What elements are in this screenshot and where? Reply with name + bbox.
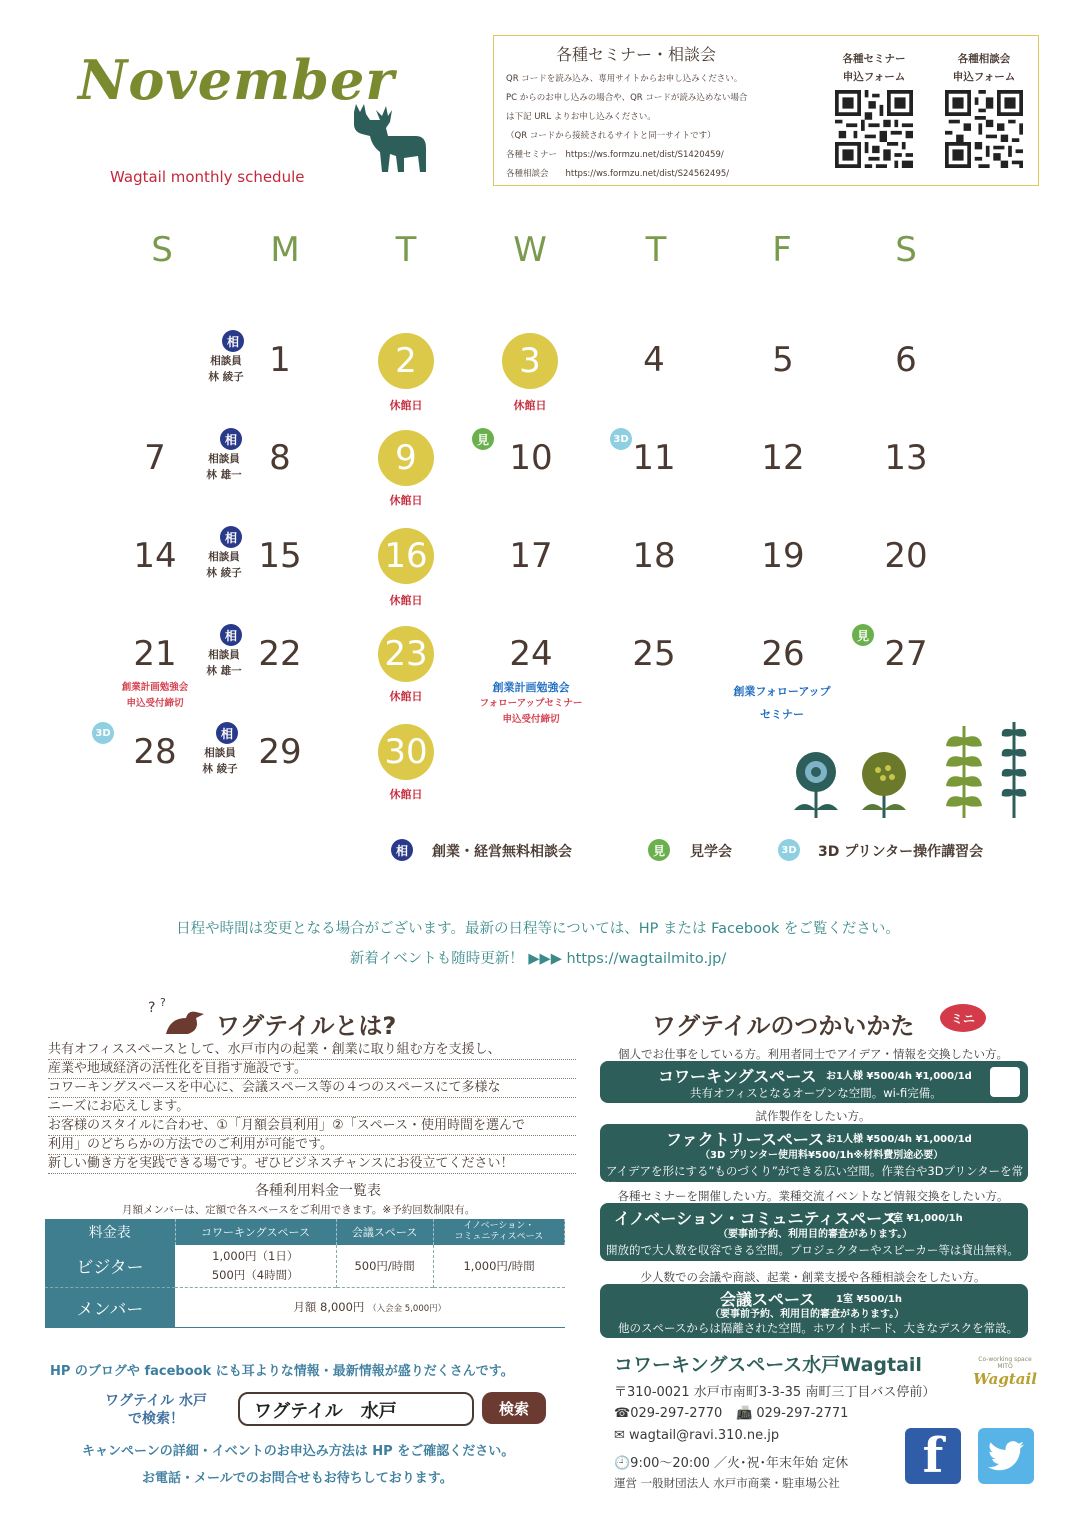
mini-badge: ミニ <box>940 1004 986 1032</box>
legend-tour-icon: 見 <box>648 839 670 861</box>
fee-cell: 1,000円/時間 <box>463 1258 535 1273</box>
calendar-day[interactable]: 21 <box>133 634 177 674</box>
usage-price: お1人様 ¥500/4h ¥1,000/1d <box>826 1134 972 1145</box>
calendar-day[interactable]: 28 <box>133 732 177 772</box>
event-note-line: 創業計画勉強会 <box>492 681 570 694</box>
consultant-title: 相談員 <box>208 551 240 563</box>
about-line: お客様のスタイルに合わせ、①「月額会員利用」②「スペース・使用時間を選んで <box>48 1116 576 1136</box>
event-note <box>466 680 596 728</box>
calendar-day[interactable]: 10 <box>509 438 553 478</box>
fax: 📠 029-297-2771 <box>736 1406 849 1421</box>
email[interactable]: ✉ wagtail@ravi.310.ne.jp <box>614 1428 780 1443</box>
calendar-day[interactable]: 29 <box>258 732 302 772</box>
qr1-label-line: 申込フォーム <box>842 71 906 83</box>
calendar-day[interactable]: 25 <box>632 634 676 674</box>
tour-badge-icon: 見 <box>852 624 874 646</box>
consultant-title: 相談員 <box>208 649 240 661</box>
fee-header-line: コミュニティスペース <box>454 1232 544 1242</box>
about-line: 産業や地域経済の活性化を目指す施設です。 <box>48 1059 576 1079</box>
fee-header <box>433 1219 564 1245</box>
fee-cell <box>175 1245 336 1287</box>
logo-text: Wagtail <box>973 1370 1037 1388</box>
fee-table <box>45 1219 565 1328</box>
calendar-day[interactable]: 13 <box>884 438 928 478</box>
seminar-url-line[interactable]: 各種相談会 https://ws.formzu.net/dist/S24562495/ <box>506 169 730 179</box>
calendar-day[interactable]: 27 <box>884 634 928 674</box>
usage-name: イノベーション・コミュニティスペース <box>614 1209 898 1228</box>
svg-text:?: ? <box>160 996 166 1009</box>
usage-innovation <box>600 1203 1028 1261</box>
consult-badge-icon: 相 <box>220 428 242 450</box>
consultant-name: 林 綾子 <box>208 371 244 383</box>
event-note-line: セミナー <box>760 708 804 721</box>
facebook-icon[interactable]: f <box>905 1428 961 1484</box>
weekday-wed: W <box>513 230 547 270</box>
hp-info-line: HP のブログや facebook にも耳よりな情報・最新情報が盛りだくさんです。 <box>50 1364 514 1379</box>
calendar-day[interactable]: 22 <box>258 634 302 674</box>
fee-cell: 500円/時間 <box>336 1245 433 1287</box>
weekday-thu: T <box>645 230 667 270</box>
usage-intro: 試作製作をしたい方。 <box>755 1109 871 1123</box>
usage-factory <box>600 1124 1028 1194</box>
usage-desc: 他のスペースからは隔離された空間。ホワイトボード、大きなデスクを常設。 <box>618 1321 1019 1335</box>
schedule-subtitle: Wagtail monthly schedule <box>110 168 305 186</box>
seminar-line: PC からのお申し込みの場合や、QR コードが読み込めない場合 <box>506 93 748 103</box>
legend-consult-icon: 相 <box>391 839 413 861</box>
calendar-day-closed[interactable]: 3 <box>502 333 558 389</box>
weekday-sun: S <box>151 230 173 270</box>
calendar-day[interactable]: 15 <box>258 536 302 576</box>
phone[interactable]: ☎029-297-2770 <box>614 1406 723 1421</box>
address: 〒310-0021 水戸市南町3-3-35 南町三丁目バス停前） <box>614 1385 936 1400</box>
calendar-day-closed[interactable]: 16 <box>378 528 434 584</box>
closed-label: 休館日 <box>389 494 423 507</box>
qr2-label-line: 各種相談会 <box>957 53 1011 65</box>
fee-table-subtitle: 月額メンバーは、定額で各スペースをご利用できます。※予約回数制限有。 <box>122 1204 476 1216</box>
business-hours: 🕘9:00〜20:00 ／火･祝･年末年始 定休 <box>614 1456 849 1471</box>
calendar-day[interactable]: 11 <box>632 438 676 478</box>
seminar-info-box <box>493 35 1039 186</box>
calendar-day[interactable]: 8 <box>269 438 291 478</box>
usage-coworking <box>600 1061 1028 1103</box>
about-line: 利用」のどちらかの方法でのご利用が可能です。 <box>48 1135 576 1155</box>
usage-title: ワグテイルのつかいかた <box>652 1012 915 1040</box>
seminar-instructions <box>506 70 806 184</box>
usage-price: お1人様 ¥500/4h ¥1,000/1d <box>826 1071 972 1082</box>
weekday-mon: M <box>270 230 300 270</box>
seminar-url-line[interactable]: 各種セミナー https://ws.formzu.net/dist/S1420459/ <box>506 150 724 160</box>
hp-info-line: キャンペーンの詳細・イベントのお申込み方法は HP をご確認ください。 <box>82 1444 515 1459</box>
month-title: November <box>78 48 395 112</box>
schedule-notice: 日程や時間は変更となる場合がございます。最新の日程等については、HP または Facebook をご覧ください。 <box>176 921 900 937</box>
usage-desc: 開放的で大人数を収容できる空間。プロジェクターやスピーカー等は貸出無料。 <box>606 1243 1019 1257</box>
calendar-day-closed[interactable]: 23 <box>378 626 434 682</box>
calendar-day[interactable]: 24 <box>509 634 553 674</box>
event-note-line: 申込受付締切 <box>502 714 560 725</box>
calendar-day[interactable]: 5 <box>772 340 794 380</box>
closed-label: 休館日 <box>389 690 423 703</box>
event-note-line: フォローアップセミナー <box>479 698 583 709</box>
member-fee-note: （入会金 5,000円） <box>368 1304 447 1314</box>
qr2-label <box>939 50 1029 86</box>
consultant-label <box>190 745 250 777</box>
legend-tour-label: 見学会 <box>690 844 732 860</box>
calendar-day-closed[interactable]: 30 <box>378 724 434 780</box>
weekday-fri: F <box>772 230 792 270</box>
qr2-label-line: 申込フォーム <box>952 71 1016 83</box>
fee-table-title: 各種利用料金一覧表 <box>255 1183 381 1199</box>
about-line: ニーズにお応えします。 <box>48 1097 576 1117</box>
consult-badge-icon: 相 <box>220 526 242 548</box>
usage-note: （要事前予約、利用目的審査があります。） <box>718 1229 913 1240</box>
search-label-line: で検索！ <box>128 1411 184 1427</box>
consultant-title: 相談員 <box>208 453 240 465</box>
consultant-name: 林 雄一 <box>206 665 242 677</box>
calendar-day[interactable]: 4 <box>643 340 665 380</box>
new-events-link[interactable]: 新着イベントも随時更新！ ▶▶▶ https://wagtailmito.jp/ <box>349 951 727 967</box>
event-note-line: 創業フォローアップ <box>733 685 831 698</box>
calendar-day[interactable]: 19 <box>761 536 805 576</box>
consult-badge-icon: 相 <box>216 722 238 744</box>
usage-intro: 各種セミナーを開催したい方。業種交流イベントなど情報交換をしたい方。 <box>617 1189 1009 1203</box>
consultant-name: 林 雄一 <box>206 469 242 481</box>
seminar-line: は下記 URL よりお申し込みください。 <box>506 112 656 122</box>
wagtail-logo <box>970 1356 1040 1388</box>
about-title: ワグテイルとは? <box>216 1012 397 1040</box>
search-button[interactable]: 検索 <box>482 1392 546 1424</box>
consultation-qr-code-icon[interactable] <box>945 90 1023 168</box>
fee-row-visitor: ビジター <box>45 1245 175 1287</box>
search-label-line: ワグテイル 水戸 <box>105 1393 207 1409</box>
calendar-day[interactable]: 7 <box>144 438 166 478</box>
usage-meeting <box>600 1284 1028 1338</box>
tour-badge-icon: 見 <box>472 428 494 450</box>
calendar-day[interactable]: 17 <box>509 536 553 576</box>
search-input[interactable]: ワグテイル 水戸 <box>238 1392 474 1426</box>
calendar-day[interactable]: 20 <box>884 536 928 576</box>
event-note <box>100 680 210 712</box>
operator: 運営 一般財団法人 水戸市商業・駐車場公社 <box>614 1476 840 1490</box>
calendar-day[interactable]: 12 <box>761 438 805 478</box>
seminar-qr-code-icon[interactable] <box>835 90 913 168</box>
weekday-sat: S <box>895 230 917 270</box>
3d-printer-badge-icon: 3D <box>610 428 632 450</box>
usage-intro: 個人でお仕事をしている方。利用者同士でアイデア・情報を交換したい方。 <box>618 1047 1008 1061</box>
legend-3d-icon: 3D <box>778 839 800 861</box>
consult-badge-icon: 相 <box>220 624 242 646</box>
seminar-line: （QR コードから接続されるサイトと同一サイトです） <box>506 131 716 141</box>
closed-label: 休館日 <box>389 788 423 801</box>
consultant-title: 相談員 <box>204 747 236 759</box>
flowers-decoration-icon <box>788 718 1034 826</box>
svg-text:?: ? <box>148 1000 156 1016</box>
calendar-day[interactable]: 6 <box>895 340 917 380</box>
qr1-label-line: 各種セミナー <box>842 53 906 65</box>
bird-icon <box>148 996 206 1038</box>
usage-price: 1室 ¥500/1h <box>836 1294 903 1305</box>
legend-consult-label: 創業・経営無料相談会 <box>432 844 572 860</box>
facility-name: コワーキングスペース水戸Wagtail <box>614 1354 922 1376</box>
twitter-icon[interactable] <box>978 1428 1034 1484</box>
hp-info-line: お電話・メールでのお問合せもお待ちしております。 <box>142 1471 453 1486</box>
usage-price: 1室 ¥1,000/1h <box>886 1213 963 1224</box>
calendar-day[interactable]: 14 <box>133 536 177 576</box>
fee-row-member: メンバー <box>45 1287 175 1327</box>
member-fee: 月額 8,000円 <box>293 1300 365 1314</box>
closed-label: 休館日 <box>389 399 423 412</box>
closed-label: 休館日 <box>389 594 423 607</box>
fee-header: 会議スペース <box>336 1219 433 1245</box>
usage-name: コワーキングスペース <box>658 1067 817 1086</box>
about-line: 共有オフィススペースとして、水戸市内の起業・創業に取り組む方を支援し、 <box>48 1040 576 1060</box>
logo-caption: Co-working space MITO <box>978 1356 1032 1370</box>
event-note-line: 申込受付締切 <box>126 698 184 709</box>
fee-header-line: イノベーション・ <box>463 1221 535 1231</box>
about-line: 新しい働き方を実践できる場です。ぜひビジネスチャンスにお役立てください！ <box>48 1154 576 1174</box>
fee-header: 料金表 <box>45 1219 175 1245</box>
qr1-label <box>829 50 919 86</box>
fee-cell-line: 500円（4時間） <box>211 1267 299 1282</box>
usage-intro: 少人数での会議や商談、起業・創業支援や各種相談会をしたい方。 <box>640 1270 986 1284</box>
usage-name: ファクトリースペース <box>666 1130 825 1149</box>
calendar-day[interactable]: 26 <box>761 634 805 674</box>
usage-name: 会議スペース <box>720 1290 816 1309</box>
usage-note: （3D プリンター使用料¥500/1h※材料費別途必要） <box>700 1150 944 1161</box>
consultant-name: 林 綾子 <box>206 567 242 579</box>
usage-desc: アイデアを形にする”ものづくり”ができる広い空間。作業台や3Dプリンターを常設。 <box>606 1164 1024 1194</box>
moose-icon <box>346 102 432 182</box>
calendar-day-closed[interactable]: 9 <box>378 430 434 486</box>
usage-note: （要事前予約、利用目的審査があります。） <box>710 1309 905 1320</box>
calendar-day-closed[interactable]: 2 <box>378 333 434 389</box>
seminar-line: QR コードを読み込み、専用サイトからお申し込みください。 <box>506 74 743 84</box>
seminar-box-title: 各種セミナー・相談会 <box>556 45 717 64</box>
weekday-tue: T <box>395 230 417 270</box>
fee-header: コワーキングスペース <box>175 1219 336 1245</box>
event-note-line: 創業計画勉強会 <box>121 682 189 693</box>
desk-icon <box>990 1067 1020 1097</box>
3d-printer-badge-icon: 3D <box>92 722 114 744</box>
closed-label: 休館日 <box>513 399 547 412</box>
search-label <box>86 1392 226 1428</box>
legend-3d-label: 3D プリンター操作講習会 <box>818 844 984 860</box>
about-line: コワーキングスペースを中心に、会議スペース等の４つのスペースにて多様な <box>48 1078 576 1098</box>
calendar-day[interactable]: 18 <box>632 536 676 576</box>
fee-cell-line: 1,000円（1日） <box>212 1248 299 1263</box>
calendar-day[interactable]: 1 <box>269 340 291 380</box>
consult-badge-icon: 相 <box>222 330 244 352</box>
consultant-title: 相談員 <box>210 355 242 367</box>
twitter-bird-icon <box>988 1441 1024 1471</box>
usage-desc: 共有オフィスとなるオープンな空間。wi-fi完備。 <box>690 1086 942 1100</box>
consultant-name: 林 綾子 <box>202 763 238 775</box>
fee-cell <box>175 1287 565 1327</box>
